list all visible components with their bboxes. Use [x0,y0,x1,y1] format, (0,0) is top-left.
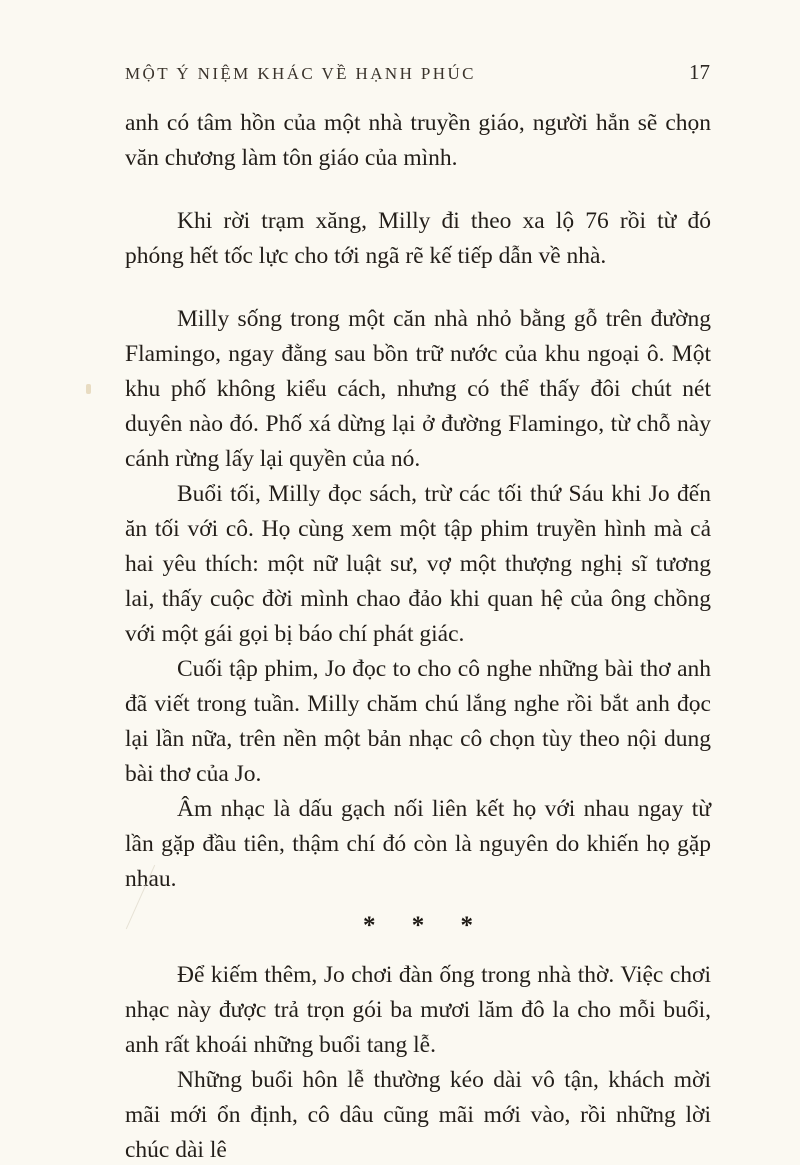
page-body [125,106,711,1165]
paragraph: Những buổi hôn lễ thường kéo dài vô tận, khách mời mãi mới ổn định, cô dâu cũng mãi mới vào, rồi những lời chúc dài lê [125,1067,711,1163]
scan-speck-artifact [86,384,91,394]
paragraph: Khi rời trạm xăng, Milly đi theo xa lộ 76 rồi từ đó phóng hết tốc lực cho tới ngã rẽ kế tiếp dẫn về nhà. [125,208,711,269]
running-title: MỘT Ý NIỆM KHÁC VỀ HẠNH PHÚC [125,64,476,83]
paragraph: Âm nhạc là dấu gạch nối liên kết họ với nhau ngay từ lần gặp đầu tiên, thậm chí đó còn là nguyên do khiến họ gặp nhau. [125,796,711,892]
paragraph-continuation: anh có tâm hồn của một nhà truyền giáo, người hẳn sẽ chọn văn chương làm tôn giáo của mình. [125,110,711,171]
page-number: 17 [689,60,710,84]
paragraph: Cuối tập phim, Jo đọc to cho cô nghe những bài thơ anh đã viết trong tuần. Milly chăm chú lắng nghe rồi bắt anh đọc lại lần nữa, trên nền một bản nhạc cô chọn tùy theo nội dung bài thơ của Jo. [125,656,711,787]
section-separator: * * * [363,912,473,939]
page-header [125,60,710,85]
paragraph: Buổi tối, Milly đọc sách, trừ các tối thứ Sáu khi Jo đến ăn tối với cô. Họ cùng xem một tập phim truyền hình mà cả hai yêu thích: một nữ luật sư, vợ một thượng nghị sĩ tương lai, thấy cuộc đời mình chao đảo khi quan hệ của ông chồng với một gái gọi bị báo chí phát giác. [125,481,711,647]
paragraph: Milly sống trong một căn nhà nhỏ bằng gỗ trên đường Flamingo, ngay đằng sau bồn trữ nước của khu ngoại ô. Một khu phố không kiểu cách, nhưng có thể thấy đôi chút nét duyên nào đó. Phố xá dừng lại ở đường Flamingo, từ chỗ này cánh rừng lấy lại quyền của nó. [125,306,711,472]
paragraph: Để kiếm thêm, Jo chơi đàn ống trong nhà thờ. Việc chơi nhạc này được trả trọn gói ba mươi lăm đô la cho mỗi buổi, anh rất khoái những buổi tang lễ. [125,962,711,1058]
